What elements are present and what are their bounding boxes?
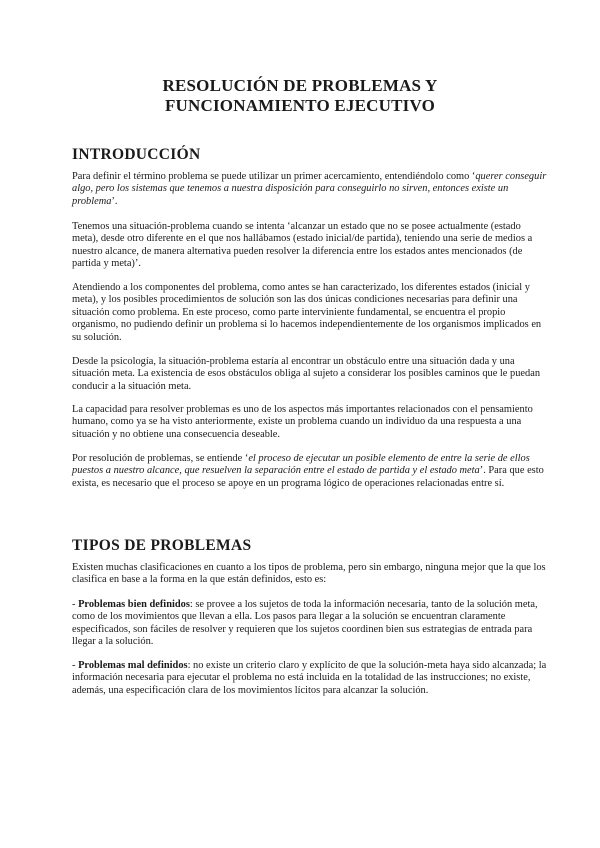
intro-paragraph-5: La capacidad para resolver problemas es uno de los aspectos más importantes relacionados con el pensamiento humano, como ya se ha visto anteriormente, existe un problema cuando un individuo da una respuesta a una situación y no obtiene una consecuencia deseable. [72, 404, 533, 440]
document-title [60, 76, 540, 116]
item1-term: Problemas bien definidos [78, 599, 190, 610]
intro-paragraph-4: Desde la psicología, la situación-problema estaría al encontrar un obstáculo entre una situación dada y una situación meta. La existencia de esos obstáculos obliga al sujeto a considerar los posibles caminos que le puedan conducir a la situación meta. [72, 356, 541, 392]
intro-p1-text: Para definir el término problema se puede utilizar un primer acercamiento, entendiéndolo como ‘ [72, 171, 476, 182]
title-line-1: RESOLUCIÓN DE PROBLEMAS Y [162, 76, 438, 95]
intro-paragraph-6 [72, 453, 548, 490]
intro-paragraph-2: Tenemos una situación-problema cuando se intenta ‘alcanzar un estado que no se posee actualmente (estado meta), desde otro diferente en el que nos hallábamos (estado inicial/de partida), teniendo una serie de medios a nuestro alcance, de manera alternativa pueden resolver la diferencia entre los estados antes mencionados (de partida y meta)’. [72, 221, 533, 270]
intro-paragraph-1 [72, 171, 548, 208]
item2-term: Problemas mal definidos [78, 660, 188, 671]
item1-text: : se provee a los sujetos de toda la información necesaria, tanto de la solución meta, como de los movimientos que llevan a ella. Los pasos para llegar a la solución se encuentran claramente especificados, son fáciles de resolver y requieren que los sujetos coordinen bien sus estrategias de entrada para llegar a la solución. [72, 599, 538, 648]
types-paragraph-1: Existen muchas clasificaciones en cuanto a los tipos de problema, pero sin embargo, ninguna mejor que la que los clasifica en base a la forma en la que están definidos, esto es: [72, 562, 546, 586]
intro-p1-quote: querer conseguir algo, pero los sistemas que tenemos a nuestra disposición para conseguirlo no sirven, entonces existe un problema [72, 171, 547, 207]
intro-p6-quote: el proceso de ejecutar un posible elemento de entre la serie de ellos puestos a nuestro alcance, que resuelven la separación entre el estado de partida y el estado meta [72, 453, 530, 477]
item2-text: : no existe un criterio claro y explícito de que la solución-meta haya sido alcanzada; la información necesaria para ejecutar el problema no está incluida en la totalidad de las instrucciones; no existe, además, una especificación clara de los movimientos lícitos para alcanzar la solución. [72, 660, 547, 696]
title-line-2: FUNCIONAMIENTO EJECUTIVO [164, 96, 436, 115]
intro-p6-start: Por resolución de problemas, se entiende ‘ [72, 453, 249, 464]
intro-paragraph-3: Atendiendo a los componentes del problema, como antes se han caracterizado, los diferentes estados (inicial y meta), y los posibles procedimientos de solución son las dos únicas condiciones necesarias para definir una situación como problema. En este proceso, como parte interviniente fundamental, se encuentra el propio organismo, no pudiendo definir un problema si lo hacemos independientemente de los organismos implicados en su solución. [72, 282, 542, 343]
item2-prefix: - [72, 660, 79, 671]
introduction-heading: INTRODUCCIÓN [72, 146, 201, 163]
types-list-item-ill-defined [72, 660, 548, 697]
types-list-item-well-defined [72, 599, 548, 649]
item1-prefix: - [72, 599, 79, 610]
intro-p6-end: ’. Para que esto exista, es necesario que el proceso se apoye en un programa lógico de operaciones relacionadas entre sí. [72, 465, 544, 489]
intro-p1-end: ’. [111, 195, 118, 207]
problem-types-heading: TIPOS DE PROBLEMAS [72, 537, 252, 554]
